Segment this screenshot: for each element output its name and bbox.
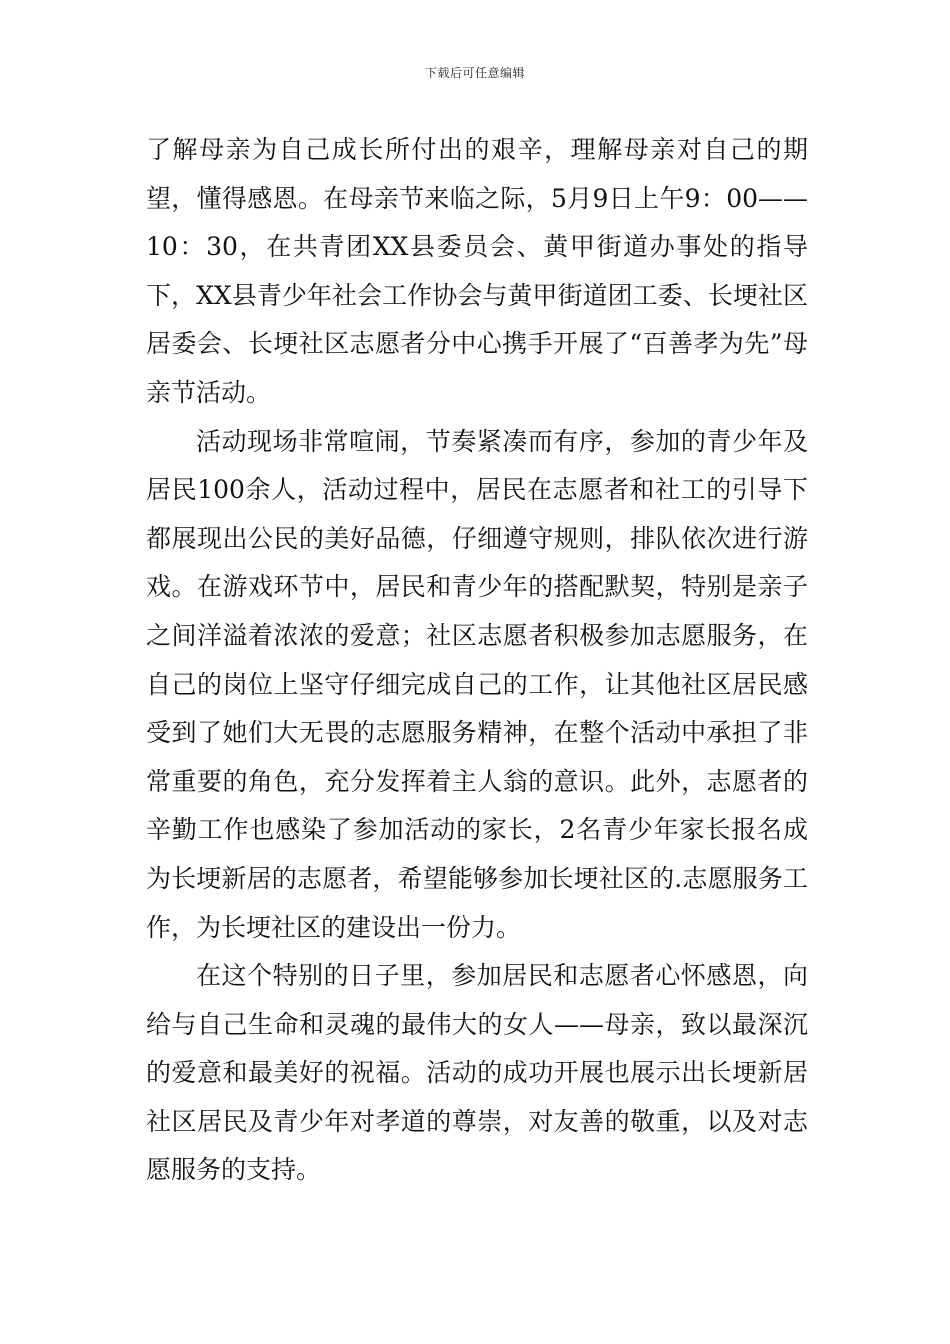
paragraph-1: 了解母亲为自己成长所付出的艰辛，理解母亲对自己的期望，懂得感恩。在母亲节来临之际，5月9日上午9：00——10：30，在共青团XX县委员会、黄甲街道办事处的指导下，XX县青少年社会工作协会与黄甲街道团工委、长埂社区居委会、长埂社区志愿者分中心携手开展了“百善孝为先”母亲节活动。 [146,135,808,407]
document-body [146,126,808,1195]
paragraph-3: 在这个特别的日子里，参加居民和志愿者心怀感恩，向给与自己生命和灵魂的最伟大的女人——母亲，致以最深沉的爱意和最美好的祝福。活动的成功开展也展示出长埂新居社区居民及青少年对孝道的尊崇，对友善的敬重，以及对志愿服务的支持。 [146,961,808,1185]
paragraph-2: 活动现场非常喧闹，节奏紧凑而有序，参加的青少年及居民100余人，活动过程中，居民在志愿者和社工的引导下都展现出公民的美好品德，仔细遵守规则，排队依次进行游戏。在游戏环节中，居民和青少年的搭配默契，特别是亲子之间洋溢着浓浓的爱意；社区志愿者积极参加志愿服务，在自己的岗位上坚守仔细完成自己的工作，让其他社区居民感受到了她们大无畏的志愿服务精神，在整个活动中承担了非常重要的角色，充分发挥着主人翁的意识。此外，志愿者的辛勤工作也感染了参加活动的家长，2名青少年家长报名成为长埂新居的志愿者，希望能够参加长埂社区的.志愿服务工作，为长埂社区的建设出一份力。 [146,426,808,942]
page-header: 下载后可任意编辑 [424,66,525,80]
